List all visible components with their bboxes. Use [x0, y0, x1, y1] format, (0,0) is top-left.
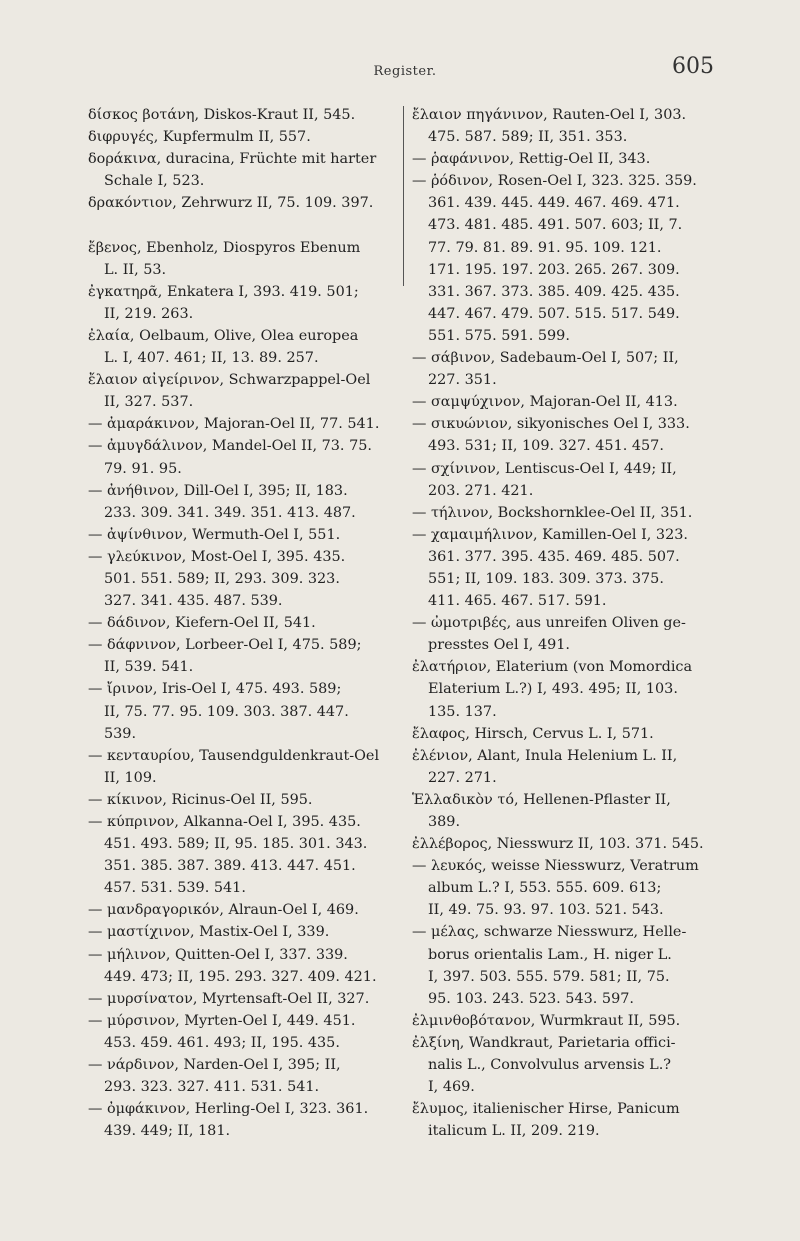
index-line: δοράκινα, duracina, Früchte mit harter [88, 151, 377, 168]
index-line: L. I, 407. 461; II, 13. 89. 257. [104, 350, 319, 367]
index-line: italicum L. II, 209. 219. [428, 1123, 600, 1140]
index-line: — μυρσίνατον, Myrtensaft-Oel II, 327. [88, 990, 370, 1007]
index-line: 361. 377. 395. 435. 469. 485. 507. [428, 548, 680, 565]
index-line: 449. 473; II, 195. 293. 327. 409. 421. [104, 968, 377, 985]
index-line: ἔλαφος, Hirsch, Cervus L. I, 571. [412, 725, 654, 742]
index-line: — σχίνινον, Lentiscus-Oel I, 449; II, [412, 460, 677, 477]
index-line: — κίκινον, Ricinus-Oel II, 595. [88, 791, 313, 808]
index-line: II, 109. [104, 769, 157, 786]
index-line: 389. [428, 814, 461, 830]
index-line: 77. 79. 81. 89. 91. 95. 109. 121. [428, 239, 662, 256]
index-line: I, 469. [428, 1079, 475, 1096]
index-line: 447. 467. 479. 507. 515. 517. 549. [428, 305, 680, 322]
index-line: — σικυώνιον, sikyonisches Oel I, 333. [412, 416, 690, 433]
index-line: — χαμαιμήλινον, Kamillen-Oel I, 323. [412, 526, 688, 543]
index-line: Ἑλλαδικὸν τό, Hellenen-Pflaster II, [412, 791, 671, 808]
index-line: — ἀμαράκινον, Majoran-Oel II, 77. 541. [88, 416, 380, 433]
index-line: 453. 459. 461. 493; II, 195. 435. [104, 1034, 340, 1051]
index-line: II, 49. 75. 93. 97. 103. 521. 543. [428, 902, 664, 919]
index-line: I, 397. 503. 555. 579. 581; II, 75. [428, 968, 670, 985]
index-line: — δάδινον, Kiefern-Oel II, 541. [88, 615, 316, 632]
index-line: 475. 587. 589; II, 351. 353. [428, 129, 628, 146]
index-line: ἐλατήριον, Elaterium (von Momordica [412, 659, 693, 676]
index-line: 457. 531. 539. 541. [104, 880, 246, 897]
right-column [412, 104, 742, 1142]
index-line: — μύρσινον, Myrten-Oel I, 449. 451. [88, 1012, 356, 1029]
index-line: ἔβενος, Ebenholz, Diospyros Ebenum [88, 239, 361, 256]
index-line: 351. 385. 387. 389. 413. 447. 451. [104, 858, 356, 875]
index-line: album L.? I, 553. 555. 609. 613; [428, 880, 662, 897]
index-line: 361. 439. 445. 449. 467. 469. 471. [428, 195, 680, 212]
index-line: ἔλαιον πηγάνινον, Rauten-Oel I, 303. [412, 107, 687, 123]
index-line: δρακόντιον, Zehrwurz II, 75. 109. 397. [88, 195, 374, 212]
index-line: II, 75. 77. 95. 109. 303. 387. 447. [104, 703, 349, 720]
index-line: — μέλας, schwarze Niesswurz, Helle- [412, 924, 687, 941]
index-line: — λευκός, weisse Niesswurz, Veratrum [412, 858, 699, 875]
index-line: διφρυγές, Kupfermulm II, 557. [88, 129, 311, 146]
index-line: nalis L., Convolvulus arvensis L.? [428, 1057, 672, 1074]
index-line: ἐλμινθοβότανον, Wurmkraut II, 595. [412, 1012, 681, 1029]
index-line: — ἴρινον, Iris-Oel I, 475. 493. 589; [88, 681, 342, 698]
index-line: δίσκος βοτάνη, Diskos-Kraut II, 545. [88, 107, 356, 123]
index-line: ἐλξίνη, Wandkraut, Parietaria offici- [412, 1034, 676, 1051]
index-line: 233. 309. 341. 349. 351. 413. 487. [104, 504, 356, 521]
index-line: 451. 493. 589; II, 95. 185. 301. 343. [104, 836, 368, 853]
page-number: 605 [672, 54, 714, 79]
index-line: 203. 271. 421. [428, 482, 534, 499]
index-line: — γλεύκινον, Most-Oel I, 395. 435. [88, 548, 346, 565]
index-line: presstes Oel I, 491. [428, 637, 571, 654]
index-line: 135. 137. [428, 703, 497, 720]
index-line: — ἀψίνθινον, Wermuth-Oel I, 551. [88, 526, 341, 543]
index-line: 79. 91. 95. [104, 460, 182, 477]
index-line: — μαστίχινον, Mastix-Oel I, 339. [88, 924, 330, 941]
index-line: — ὠμοτριβές, aus unreifen Oliven ge- [412, 615, 686, 632]
index-line: 473. 481. 485. 491. 507. 603; II, 7. [428, 217, 683, 234]
index-line: 171. 195. 197. 203. 265. 267. 309. [428, 261, 680, 278]
column-divider [403, 106, 404, 286]
index-line: 327. 341. 435. 487. 539. [104, 593, 283, 610]
index-line: 293. 323. 327. 411. 531. 541. [104, 1079, 320, 1096]
index-line: II, 219. 263. [104, 305, 194, 322]
index-line: Schale I, 523. [104, 173, 205, 190]
index-line: — μανδραγορικόν, Alraun-Oel I, 469. [88, 902, 359, 919]
index-line: ἔλυμος, italienischer Hirse, Panicum [412, 1101, 680, 1118]
page-header [96, 52, 714, 92]
index-line: 493. 531; II, 109. 327. 451. 457. [428, 438, 664, 455]
index-line: — τήλινον, Bockshornklee-Oel II, 351. [412, 504, 693, 521]
index-line [88, 214, 400, 236]
index-line: — κενταυρίου, Tausendguldenkraut-Oel [88, 747, 380, 764]
index-line: — σαμψύχινον, Majoran-Oel II, 413. [412, 394, 678, 411]
index-line: 439. 449; II, 181. [104, 1123, 231, 1140]
index-line: 331. 367. 373. 385. 409. 425. 435. [428, 283, 680, 300]
index-line: ἐλαία, Oelbaum, Olive, Olea europea [88, 327, 359, 344]
index-line: — ἀνήθινον, Dill-Oel I, 395; II, 183. [88, 482, 348, 499]
index-line: — δάφνινον, Lorbeer-Oel I, 475. 589; [88, 637, 362, 654]
index-line: 539. [104, 725, 137, 742]
index-line: 551; II, 109. 183. 309. 373. 375. [428, 570, 664, 587]
index-line: 227. 351. [428, 372, 497, 389]
index-line: — νάρδινον, Narden-Oel I, 395; II, [88, 1057, 341, 1074]
index-line: ἐλένιον, Alant, Inula Helenium L. II, [412, 747, 678, 764]
index-line: — κύπρινον, Alkanna-Oel I, 395. 435. [88, 814, 361, 830]
index-line: II, 327. 537. [104, 394, 194, 411]
index-line: Elaterium L.?) I, 493. 495; II, 103. [428, 681, 678, 698]
index-line: borus orientalis Lam., H. niger L. [428, 946, 672, 963]
index-line: — ῥόδινον, Rosen-Oel I, 323. 325. 359. [412, 173, 697, 190]
index-line: — ῥαφάνινον, Rettig-Oel II, 343. [412, 151, 651, 168]
index-line: 551. 575. 591. 599. [428, 327, 570, 344]
index-line: — ἀμυγδάλινον, Mandel-Oel II, 73. 75. [88, 438, 372, 455]
left-column [88, 104, 400, 1142]
index-line: 95. 103. 243. 523. 543. 597. [428, 990, 634, 1007]
index-line: — σάβινον, Sadebaum-Oel I, 507; II, [412, 350, 679, 367]
index-line: ἐγκατηρᾶ, Enkatera I, 393. 419. 501; [88, 283, 359, 300]
index-line: — ὀμφάκινον, Herling-Oel I, 323. 361. [88, 1101, 369, 1118]
index-line: ἐλλέβορος, Niesswurz II, 103. 371. 545. [412, 836, 704, 853]
index-line: — μήλινον, Quitten-Oel I, 337. 339. [88, 946, 348, 963]
index-line: 411. 465. 467. 517. 591. [428, 593, 607, 610]
index-line: II, 539. 541. [104, 659, 194, 676]
running-head: Register. [373, 64, 437, 79]
index-line: ἔλαιον αἰγείρινον, Schwarzpappel-Oel [88, 372, 371, 389]
index-line: 227. 271. [428, 769, 497, 786]
index-line: L. II, 53. [104, 261, 167, 278]
index-line: 501. 551. 589; II, 293. 309. 323. [104, 570, 340, 587]
